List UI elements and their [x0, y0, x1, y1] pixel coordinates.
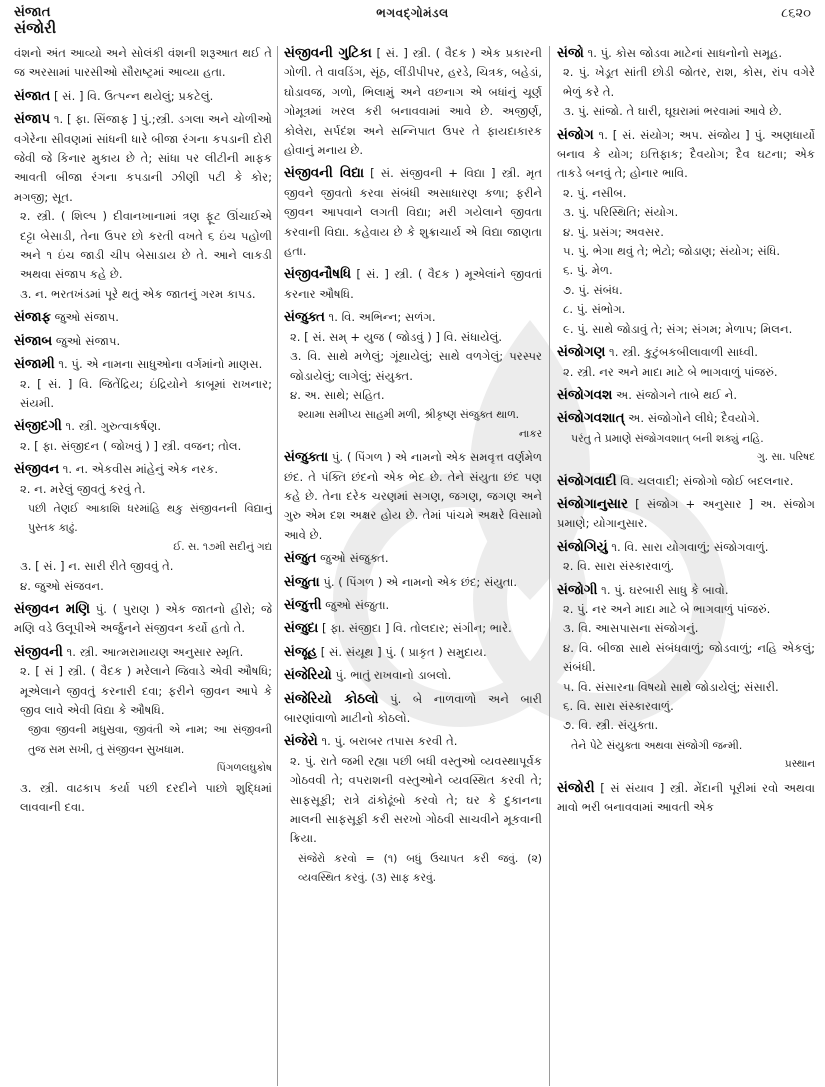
dictionary-entry	[557, 779, 815, 818]
headword: સંજીવની	[14, 644, 63, 660]
entry-definition	[557, 343, 815, 362]
entry-definition	[284, 732, 542, 751]
definition-text: ૨. સ્ત્રી. નર અને માદા માટે બે ભાગવાળું પાંજરું.	[563, 364, 778, 379]
definition-text: ૩. વિ. આસપાસના સંજોગનું.	[563, 621, 699, 636]
headword: સંજાફ	[14, 310, 51, 326]
headword: સંજુક્તા	[284, 450, 329, 466]
headword: સંજીવન	[14, 462, 60, 478]
headword: સંજુત્તી	[284, 597, 322, 613]
headword: સંજોગવશ	[557, 387, 613, 403]
definition-text: શ્યામા સમીપ્ય સાહમી મળી, શ્રીકૃષ્ણ સંજુક્ત થાળ.	[298, 408, 520, 422]
definition-text: ૯. પું. સાથે જોડાવું તે; સંગ; સંગમ; મેળાપ; મિલન.	[563, 321, 793, 336]
entry-definition	[14, 600, 272, 639]
dictionary-entry	[14, 460, 272, 596]
definition-text: ઈ. સ. ૧૭મી સદીનું ગદ્ય	[173, 540, 272, 553]
headword: સંજુદા	[284, 621, 319, 637]
dictionary-entry	[14, 44, 272, 83]
dictionary-entry	[557, 126, 815, 339]
definition-text: [ ફા. સંજીદા ] વિ. તોલદાર; સંગીન; ભારે.	[321, 621, 512, 636]
definition-text: ૨. [ સં. ] વિ. જિતેંદ્રિય; ઇંદ્રિયોને કાબૂમાં રાખનાર; સંયમી.	[20, 376, 272, 410]
definition-text: ૨. પું. નર અને માદા માટે બે ભાગવાળું પાંજરું.	[563, 601, 771, 616]
headword: સંજાપ	[14, 112, 51, 128]
definition-text: [ સં. ] સ્ત્રી. ( વૈદક ) મૂએલાંને જીવતાં કરનાર ઔષધિ.	[284, 267, 542, 301]
page-header	[0, 0, 825, 44]
definition-text: ગુ. સા. પરિષદ	[757, 451, 815, 464]
dictionary-entry	[284, 164, 542, 261]
entry-definition	[557, 639, 815, 678]
dictionary-entry	[284, 448, 542, 545]
dictionary-entry	[284, 596, 542, 615]
headword: સંજાબ	[14, 333, 53, 349]
definition-text: પું. ( પુરાણ ) એક જાતનો હીરો; જે મણિ વડે ઉલૂપીએ અર્જુનને સંજીવન કર્યો હતો તે.	[14, 601, 272, 636]
headword: સંજેરિયો	[284, 668, 332, 684]
entry-definition	[557, 223, 815, 242]
dictionary-entry	[557, 343, 815, 382]
definition-text: ૧. ન. એકવીસ માંહેનું એક નરક.	[62, 462, 219, 477]
entry-definition	[557, 261, 815, 280]
definition-text: ૫. વિ. સંસારના વિષયો સાથે જોડાયેલું; સંસારી.	[563, 679, 779, 694]
definition-text: ૩. સ્ત્રી. વાઢકાપ કર્યા પછી દરદીને પાછો શુદ્ધિમાં લાવવાની દવા.	[20, 780, 272, 815]
definition-text: ૨. પું. ખેડૂત સાંતી છોડી જોતર, રાશ, કોસ, રાંપ વગેરે ભેળું કરે તે.	[563, 65, 815, 99]
definition-text: ૧. પું. કોસ જોડવા માટેનાં સાધનોનો સમૂહ.	[587, 46, 783, 60]
entry-definition	[557, 472, 815, 491]
dictionary-entry	[14, 643, 272, 818]
definition-text: અ. સંજોગને તાબે થઈ ને.	[616, 387, 738, 402]
headword: સંજેરો	[284, 734, 318, 750]
headword: સંજુતા	[284, 574, 320, 590]
entry-definition	[284, 752, 542, 849]
column-divider	[277, 46, 278, 1086]
dictionary-entry	[14, 600, 272, 639]
entry-definition	[557, 619, 815, 638]
definition-text: નાકર	[519, 427, 542, 440]
definition-text: ૧. [ સં. સંયોગ; અપ. સંજોય ] પું. અણધાર્યો બનાવ કે યોગ; ઇત્તિફાક; દૈવયોગ; દૈવ ઘટના; એક તાકડે બનવું તે; હોનાર ભાવિ.	[557, 127, 815, 181]
entry-definition	[284, 328, 542, 347]
entry-definition	[284, 573, 542, 592]
dictionary-entry	[14, 332, 272, 351]
definition-text: ૨. સ્ત્રી. ( શિલ્પ ) દીવાનખાનામાં ત્રણ ફૂટ ઊંચાઈએ દટ્ટા બેસાડી, તેના ઉપર છો કરતી વખતે ૬ ઇંચ પહોળી અને ૧ ઇંચ જાડી ચીપ બેસાડાય છે તે. આને લાકડી અથવા સંજાપ કહે છે.	[20, 209, 272, 282]
entry-definition	[557, 600, 815, 619]
entry-definition	[557, 538, 815, 557]
entry-definition	[284, 164, 542, 261]
dictionary-entry	[557, 409, 815, 467]
entry-definition	[557, 242, 815, 261]
dictionary-entry	[557, 386, 815, 405]
definition-text: પિંગળલઘુકોષ	[216, 762, 272, 775]
dictionary-entry	[14, 87, 272, 106]
entry-definition	[557, 409, 815, 428]
entry-definition	[14, 355, 272, 374]
definition-text: ૧. વિ. સારા યોગવાળું; સંજોગવાળું.	[611, 539, 769, 554]
definition-text: જુઓ સંજુક્ત.	[320, 551, 389, 566]
entry-definition	[557, 716, 815, 735]
definition-text: [ સં. ] સ્ત્રી. ( વૈદક ) એક પ્રકારની ગોળી. તે વાવડિંગ, સૂંઠ, લીંડીપીપર, હરડે, ચિત્રક, બહેડાં, ઘોડાવજ, ગળો, ભિલામું અને વછનાગ એ બધાંનું ચૂર્ણ ગોમૂત્રમાં ખરલ કરી બનાવવામાં આવે છે. અજીર્ણ, કોલેરા, સર્પદંશ અને સન્નિપાત ઉપર તે ફાયદાકારક હોવાનું મનાય છે.	[284, 46, 542, 158]
headword: સંજોગવાદી	[557, 473, 617, 489]
entry-quotation	[557, 429, 815, 448]
headword: સંજામી	[14, 357, 55, 373]
dictionary-entry	[14, 355, 272, 413]
entry-definition	[557, 678, 815, 697]
definition-text: [ સં સંયાવ ] સ્ત્રી. મેંદાની પૂરીમાં રવો અથવા માવો ભરી બનાવવામાં આવતી એક	[557, 780, 815, 815]
definition-text: [ સં. સંજીવની + વિદ્યા ] સ્ત્રી. મૃત જીવને જીવતો કરવા સંબંધી અસાધારણ કળા; ફરીને જીવન આપવાને લગતી વિદ્યા; મરી ગયેલાને જીવતા કરવાની વિદ્યા. કહેવાય છે કે શુક્રાચાર્ય એ વિદ્યા જાણતા હતા.	[284, 166, 542, 259]
entry-definition	[284, 690, 542, 729]
entry-definition	[557, 557, 815, 576]
entry-definition	[14, 779, 272, 818]
entry-definition	[14, 662, 272, 720]
dictionary-entry	[284, 265, 542, 304]
definition-text: અ. સંજોગોને લીધે; દૈવયોગે.	[628, 411, 760, 426]
definition-text: જુઓ સંજાપ.	[54, 310, 119, 325]
definition-text: પું. ભાતું રાખવાનો ડાબલો.	[335, 668, 452, 683]
quotation-source	[14, 759, 272, 778]
entry-definition	[284, 44, 542, 160]
dictionary-entry	[557, 495, 815, 534]
entry-definition	[14, 308, 272, 327]
entry-quotation	[14, 720, 272, 759]
definition-text: તેને પેટે સંયુક્તા અથવા સંજોગી જન્મી.	[571, 738, 743, 752]
dictionary-entry	[557, 538, 815, 577]
headword: સંજોગવશાત્	[557, 411, 625, 427]
definition-text: પું. બે નાળવાળો અને બારી બારણાંવાળો માટીનો કોઠલો.	[284, 691, 542, 725]
definition-text: ૨. પું. રાતે જમી રહ્યા પછી બધી વસ્તુઓ વ્યવસ્થાપૂર્વક ગોઠવવી તે; વપરાશની વસ્તુઓને વ્યવસ્થિત કરવી તે; સાફસૂફી; રાત્રે ઢાંકોઢૂંબો કરવો તે; ઘર કે દુકાનના માલની સાફસૂફી કરી સરખો ગોઠવી સાચવીને મૂકવાની ક્રિયા.	[290, 753, 542, 846]
definition-text: ૨. પું. નસીબ.	[563, 185, 627, 200]
dictionary-entry	[284, 573, 542, 592]
definition-text: ૩. [ સં. ] ન. સારી રીતે જીવવું તે.	[20, 559, 174, 574]
definition-text: [ સં. સંયૂથ ] પું. ( પ્રાકૃત ) સમુદાય.	[320, 644, 487, 659]
entry-definition	[14, 110, 272, 207]
definition-text: ૨. ન. મરેલું જીવતું કરવું તે.	[20, 481, 146, 496]
dictionary-entry	[14, 308, 272, 327]
definition-text: પછી તેણઈ આકાશિ ધરમાંહિ થકુ સંજીવનની વિદ્યાનું પુસ્તક કાઢું.	[28, 501, 272, 535]
entry-definition	[284, 619, 542, 638]
entry-quotation	[557, 736, 815, 755]
definition-text: ૮. પું. સંભોગ.	[563, 302, 626, 317]
headword: સંજીવનૌષધિ	[284, 267, 352, 283]
entry-definition	[557, 44, 815, 63]
entry-definition	[14, 332, 272, 351]
entry-definition	[557, 184, 815, 203]
entry-definition	[14, 437, 272, 456]
definition-text: વિ. ચલવાદી; સંજોગો જોઈ બદલનાર.	[620, 473, 794, 488]
quotation-source	[14, 538, 272, 557]
entry-definition	[557, 386, 815, 405]
column-divider	[549, 46, 550, 1086]
entry-definition	[14, 417, 272, 436]
entry-definition	[14, 460, 272, 479]
quotation-source	[284, 425, 542, 444]
definition-text: ૫. પું. ભેગા થવું તે; ભેટો; જોડાણ; સંયોગ; સંધિ.	[563, 244, 781, 259]
column-3	[557, 44, 815, 1087]
definition-text: ૩. વિ. સાથે મળેલું; ગૂંથાયેલું; સાથે વળગેલું; પરસ્પર જોડાયેલું; લાગેલું; સંયુક્ત.	[290, 349, 542, 383]
dictionary-entry	[284, 732, 542, 887]
headword: સંજાત	[14, 88, 51, 104]
dictionary-entry	[284, 308, 542, 444]
dictionary-entry	[284, 619, 542, 638]
definition-text: ૨. [ ફા. સંજીદન ( જોખવું ) ] સ્ત્રી. વજન; તોલ.	[20, 438, 242, 453]
quotation-source	[557, 755, 815, 774]
entry-definition	[557, 363, 815, 382]
headword: સંજો	[557, 46, 584, 61]
entry-definition	[284, 448, 542, 545]
definition-text: ૪. અ. સાથે; સહિત.	[290, 387, 385, 402]
entry-definition	[557, 126, 815, 184]
dictionary-entry	[284, 690, 542, 729]
entry-definition	[14, 87, 272, 106]
definition-text: પું. ( પિંગળ ) એ નામનો એક છંદ; સંયુતા.	[323, 574, 518, 589]
definition-text: જુઓ સંજુતા.	[325, 597, 390, 612]
definition-text: ૧. [ ફા. સિંજાફ ] પું.;સ્ત્રી. ડગલા અને ચોળીઓ વગેરેના સીવણમાં સાંધની ધારે બીજા રંગના કપડાની દોરી જેવી જે કિનાર મુકાય છે તે; સાંધા પર લીટીની માફક આવતી બીજા રંગના કપડાની ઝીણી પટી કે કોર; મગજી; સૂત.	[14, 112, 272, 204]
column-1	[14, 44, 272, 1087]
headword: સંજોગિયું	[557, 539, 608, 555]
dictionary-columns	[0, 44, 825, 1087]
headword: સંજેરિયો કોઠલો	[284, 691, 379, 707]
definition-text: ૧. પું. એ નામના સાધુઓના વર્ગમાંનો માણસ.	[58, 357, 263, 372]
entry-definition	[557, 779, 815, 818]
entry-definition	[284, 666, 542, 685]
entry-definition	[557, 281, 815, 300]
entry-definition	[14, 285, 272, 304]
entry-definition	[14, 375, 272, 414]
headword: સંજોગ	[557, 127, 594, 143]
headword: સંજોગાનુસાર	[557, 496, 628, 512]
definition-text: ૨. [ સં ] સ્ત્રી. ( વૈદક ) મરેલાને જિવાડે એવી ઔષધિ; મૂએલાને જીવતું કરનારી દવા; ફરીને જીવન આપે કે જીવ લાવે એવી વિદ્યા કે ઔષધિ.	[20, 664, 272, 717]
definition-text: ૧. સ્ત્રી. ગુરુત્વાકર્ષણ.	[65, 419, 162, 434]
entry-definition	[557, 102, 815, 121]
headword: સંજોરી	[557, 780, 595, 796]
dictionary-entry	[284, 549, 542, 568]
definition-text: ૨. [ સં. સમ્ + યુજ ( જોડવું ) ] વિ. સંધાયેલું.	[290, 329, 503, 344]
entry-quotation	[284, 405, 542, 424]
dictionary-entry	[284, 666, 542, 685]
dictionary-entry	[14, 417, 272, 456]
entry-definition	[284, 347, 542, 386]
definition-text: સંજેરો કરવો = (૧) બધું ઉચાપત કરી જવું. (૨) વ્યવસ્થિત કરવું. (૩) સાફ કરવું.	[298, 851, 542, 885]
definition-text: જીવા જીવની મધુસ્રવા, જીવંતી એ નામ; આ સંજીવની તુજ સમ સખી, તું સંજીવન સુખધામ.	[28, 723, 272, 756]
definition-text: વંશનો અંત આવ્યો અને સોલંકી વંશની શરૂઆત થઈ તે જ અરસામાં પારસીઓ સૌરાષ્ટ્રમાં આવ્યા હતા.	[14, 46, 272, 80]
headword: સંજોગી	[557, 582, 598, 598]
headword: સંજીવની ગુટિકા	[284, 46, 372, 61]
entry-definition	[557, 495, 815, 534]
entry-definition	[14, 643, 272, 662]
definition-text: ૪. વિ. બીજા સાથે સંબંધવાળું; જોડવાળું; નહિ એકલું; સંબંધી.	[563, 640, 815, 675]
definition-text: ૭. વિ. સ્ત્રી. સંયુક્તા.	[563, 718, 659, 733]
dictionary-entry	[14, 110, 272, 304]
definition-text: ૧. પું. બરાબર તપાસ કરવી તે.	[321, 734, 458, 749]
headword: સંજુત	[284, 551, 317, 567]
entry-definition	[284, 596, 542, 615]
definition-text: [ સંજોગ + અનુસાર ] અ. સંજોગ પ્રમાણે; યોગાનુસાર.	[557, 496, 815, 531]
definition-text: ૩. પું. સાંજો. તે ઘારી, ઘૂઘરામાં ભરવામાં આવે છે.	[563, 104, 782, 119]
entry-definition	[284, 386, 542, 405]
headword: સંજુક્ત	[284, 310, 325, 326]
headword: સંજીદગી	[14, 419, 62, 435]
dictionary-entry	[557, 44, 815, 122]
entry-definition	[14, 577, 272, 596]
entry-definition	[284, 643, 542, 662]
entry-quotation	[284, 849, 542, 888]
definition-text: પરંતુ તે પ્રમાણે સંજોગવશાત્ બની શક્યું નહિ.	[571, 431, 764, 445]
entry-quotation	[14, 499, 272, 538]
definition-text: ૧. પું. ઘરબારી સાધુ કે બાવો.	[601, 582, 729, 597]
entry-definition	[557, 300, 815, 319]
entry-definition	[557, 203, 815, 222]
definition-text: ૧. વિ. અભિન્ન; સળંગ.	[328, 310, 436, 325]
running-title: ભગવદ્ગોમંડલ	[376, 6, 449, 20]
entry-definition	[557, 320, 815, 339]
definition-text: ૨. વિ. સારા સંસ્કારવાળું.	[563, 559, 675, 574]
definition-text: ૬. વિ. સારા સંસ્કારવાળું.	[563, 699, 674, 713]
definition-text: [ સં. ] વિ. ઉત્પન્ન થયેલું; પ્રકટેલું.	[53, 88, 214, 103]
dictionary-entry	[284, 44, 542, 160]
entry-definition	[284, 265, 542, 304]
guide-word-last: સંજોરી	[14, 19, 57, 37]
definition-text: પ્રસ્થાન	[784, 758, 815, 771]
definition-text: ૭. પું. સંબંધ.	[563, 282, 623, 297]
page-number: ૮૬૨૦	[781, 6, 811, 21]
entry-definition	[284, 308, 542, 327]
definition-text: ૬. પું. મેળ.	[563, 263, 613, 278]
definition-text: ૩. ન. ભરતખંડમાં પૂરે થતું એક જાતનું ગરમ કાપડ.	[20, 286, 256, 301]
entry-definition	[284, 549, 542, 568]
headword: સંજીવન મણિ	[14, 601, 90, 617]
definition-text: પું. ( પિંગળ ) એ નામનો એક સમવૃત્ત વર્ણમેળ છંદ. તે પંક્તિ છંદનો એક ભેદ છે. તેને સંયુતા છંદ પણ કહે છે. તેના દરેક ચરણમાં સગણ, જગણ, જગણ અને ગુરુ એમ દશ અક્ષર હોય છે. તેમાં પાંચમે અક્ષરે વિસામો આવે છે.	[284, 450, 542, 542]
definition-text: ૩. પું. પરિસ્થિતિ; સંયોગ.	[563, 205, 679, 220]
column-2	[284, 44, 542, 1087]
definition-text: ૪. જુઓ સંજવન.	[20, 578, 104, 593]
headword: સંજોગણ	[557, 345, 606, 361]
dictionary-entry	[284, 643, 542, 662]
dictionary-entry	[557, 472, 815, 491]
definition-text: ૧. સ્ત્રી. આત્મરામાયણ અનુસાર સ્મૃતિ.	[66, 644, 244, 659]
definition-text: જુઓ સંજાપ.	[55, 333, 121, 348]
headword: સંજીવની વિદ્યા	[284, 166, 365, 182]
entry-definition	[14, 207, 272, 285]
dictionary-entry	[557, 581, 815, 775]
entry-definition	[557, 63, 815, 102]
definition-text: ૪. પું. પ્રસંગ; અવસર.	[563, 224, 664, 239]
entry-definition	[14, 480, 272, 499]
guide-word-first: સંજાત	[14, 4, 51, 20]
quotation-source	[557, 448, 815, 467]
headword: સંજૂહ	[284, 644, 318, 660]
entry-definition	[557, 581, 815, 600]
definition-text: ૧. સ્ત્રી. કુટુંબકબીલાવાળી સાધ્વી.	[609, 345, 758, 360]
entry-definition	[557, 697, 815, 716]
entry-definition	[14, 557, 272, 576]
entry-definition	[14, 44, 272, 83]
